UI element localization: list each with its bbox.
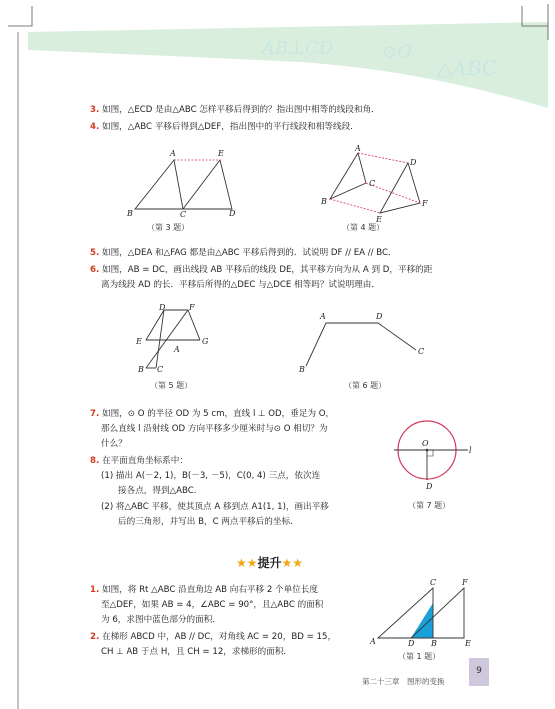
fig4-label-F: F xyxy=(422,199,428,208)
question-2-line-1 xyxy=(90,631,336,643)
section-title xyxy=(236,554,303,571)
fig7-label-D: D xyxy=(426,482,433,491)
caption-fig-7: （第 7 题） xyxy=(408,501,451,510)
fig5-label-E: E xyxy=(136,337,142,346)
section-stars-left: ★★ xyxy=(236,556,258,570)
problem-5-text: 如图，△DEA 和△FAG 都是由△ABC 平移后得到的．试说明 DF // EA // BC． xyxy=(101,248,397,258)
fig3-label-A: A xyxy=(170,149,176,158)
fig1-label-F: F xyxy=(462,578,468,587)
footer-chapter: 第二十三章 图形的变换 xyxy=(362,677,445,686)
problem-7-line-1 xyxy=(90,408,334,420)
problem-6-line-2: 离为线段 AD 的长．平移后所得的△DEC 与△DCE 相等吗？试说明理由． xyxy=(101,280,380,290)
problem-8-line-2: (1) 描出 A(－2, 1)，B(－3, －5)，C(0, 4) 三点，依次连 xyxy=(101,471,321,481)
problem-5-number: 5. xyxy=(90,248,100,258)
problem-7-line-2: 那么直线 l 沿射线 OD 方向平移多少厘米时与⊙ O 相切？为 xyxy=(101,424,328,434)
fig7-label-l: l xyxy=(469,446,472,455)
problem-7-text-1: 如图，⊙ O 的半径 OD 为 5 cm，直线 l ⊥ OD，垂足为 O， xyxy=(101,409,335,419)
fig5-label-B: B xyxy=(138,365,144,374)
fig1-label-E: E xyxy=(465,639,471,648)
caption-fig-5: （第 5 题） xyxy=(150,381,193,390)
figure-3 xyxy=(120,145,250,225)
fig5-label-A: A xyxy=(174,345,180,354)
figure-5 xyxy=(132,302,212,376)
header-deco-text-3: △ABC xyxy=(437,56,498,80)
question-2-line-2: CH ⊥ AB 于点 H，且 CH = 12，求梯形的面积． xyxy=(101,647,293,657)
fig5-label-F: F xyxy=(189,303,195,312)
fig6-label-D: D xyxy=(376,312,383,321)
page-number-box xyxy=(469,658,489,686)
figure-q1 xyxy=(368,576,478,648)
fig3-label-B: B xyxy=(127,209,133,218)
problem-4-text: 如图，△ABC 平移后得到△DEF，指出图中的平行线段和相等线段． xyxy=(101,122,359,132)
question-2-number: 2. xyxy=(90,632,100,642)
fig6-label-A: A xyxy=(320,312,326,321)
question-1-line-2: 至△DEF，如果 AB = 4，∠ABC = 90°，且△ABC 的面积 xyxy=(101,600,324,610)
page-number: 9 xyxy=(476,666,482,676)
fig1-label-C: C xyxy=(430,578,437,587)
fig7-label-O: O xyxy=(422,439,429,448)
problem-8-line-5: 后的三角形，并写出 B，C 两点平移后的坐标． xyxy=(118,517,299,527)
fig1-label-A: A xyxy=(370,637,376,646)
fig4-label-A: A xyxy=(355,144,361,153)
problem-7-number: 7. xyxy=(90,409,100,419)
problem-8-number: 8. xyxy=(90,456,100,466)
caption-fig-3: （第 3 题） xyxy=(147,223,190,232)
header-deco-text-1: AB⊥CD xyxy=(262,38,334,59)
fig5-label-G: G xyxy=(202,337,209,346)
problem-4 xyxy=(90,121,359,133)
problem-4-number: 4. xyxy=(90,122,100,132)
fig6-label-B: B xyxy=(299,365,305,374)
fig4-label-C: C xyxy=(369,179,376,188)
question-1-text-1: 如图，将 Rt △ABC 沿直角边 AB 向右平移 2 个单位长度 xyxy=(101,585,319,595)
header-deco-text-2: ⊙O xyxy=(382,42,412,63)
margin-line xyxy=(0,0,40,709)
problem-8-line-1 xyxy=(90,455,188,467)
problem-3 xyxy=(90,104,380,116)
caption-fig-4: （第 4 题） xyxy=(342,223,385,232)
figure-6 xyxy=(298,308,433,376)
fig6-label-C: C xyxy=(418,347,425,356)
problem-6-text-1: 如图，AB = DC，画出线段 AB 平移后的线段 DE，其平移方向为从 A 到 D，平移的距 xyxy=(101,265,433,275)
problem-8-line-3: 接各点，得到△ABC． xyxy=(118,486,203,496)
fig5-label-D: D xyxy=(159,303,166,312)
section-stars-right: ★★ xyxy=(281,556,304,570)
figure-7 xyxy=(392,418,477,496)
problem-6-number: 6. xyxy=(90,265,100,275)
problem-8-line-4: (2) 将△ABC 平移，使其顶点 A 移到点 A1(1, 1)，画出平移 xyxy=(101,502,329,512)
question-1-line-1 xyxy=(90,584,318,596)
problem-7-line-3: 什么？ xyxy=(101,439,127,449)
fig3-label-E: E xyxy=(218,149,224,158)
problem-3-text: 如图，△ECD 是由△ABC 怎样平移后得到的？指出图中相等的线段和角． xyxy=(101,105,380,115)
problem-6-line-1 xyxy=(90,264,432,276)
problem-8-text-1: 在平面直角坐标系中： xyxy=(101,456,188,466)
section-title-text: 提升 xyxy=(257,556,282,570)
problem-3-number: 3. xyxy=(90,105,100,115)
fig1-label-D: D xyxy=(408,639,415,648)
fig3-label-C: C xyxy=(180,210,187,219)
question-1-number: 1. xyxy=(90,585,100,595)
figure-4 xyxy=(318,143,438,225)
fig4-label-D: D xyxy=(410,158,417,167)
fig4-label-B: B xyxy=(321,197,327,206)
question-1-line-3: 为 6，求图中蓝色部分的面积． xyxy=(101,615,221,625)
caption-fig-6: （第 6 题） xyxy=(344,381,387,390)
fig3-label-D: D xyxy=(229,209,236,218)
question-2-text-1: 在梯形 ABCD 中，AB // DC，对角线 AC = 20，BD = 15， xyxy=(101,632,337,642)
caption-fig-1: （第 1 题） xyxy=(398,652,441,661)
fig5-label-C: C xyxy=(157,365,164,374)
problem-5 xyxy=(90,247,397,259)
fig1-label-B: B xyxy=(431,639,437,648)
fig4-label-E: E xyxy=(376,215,382,224)
